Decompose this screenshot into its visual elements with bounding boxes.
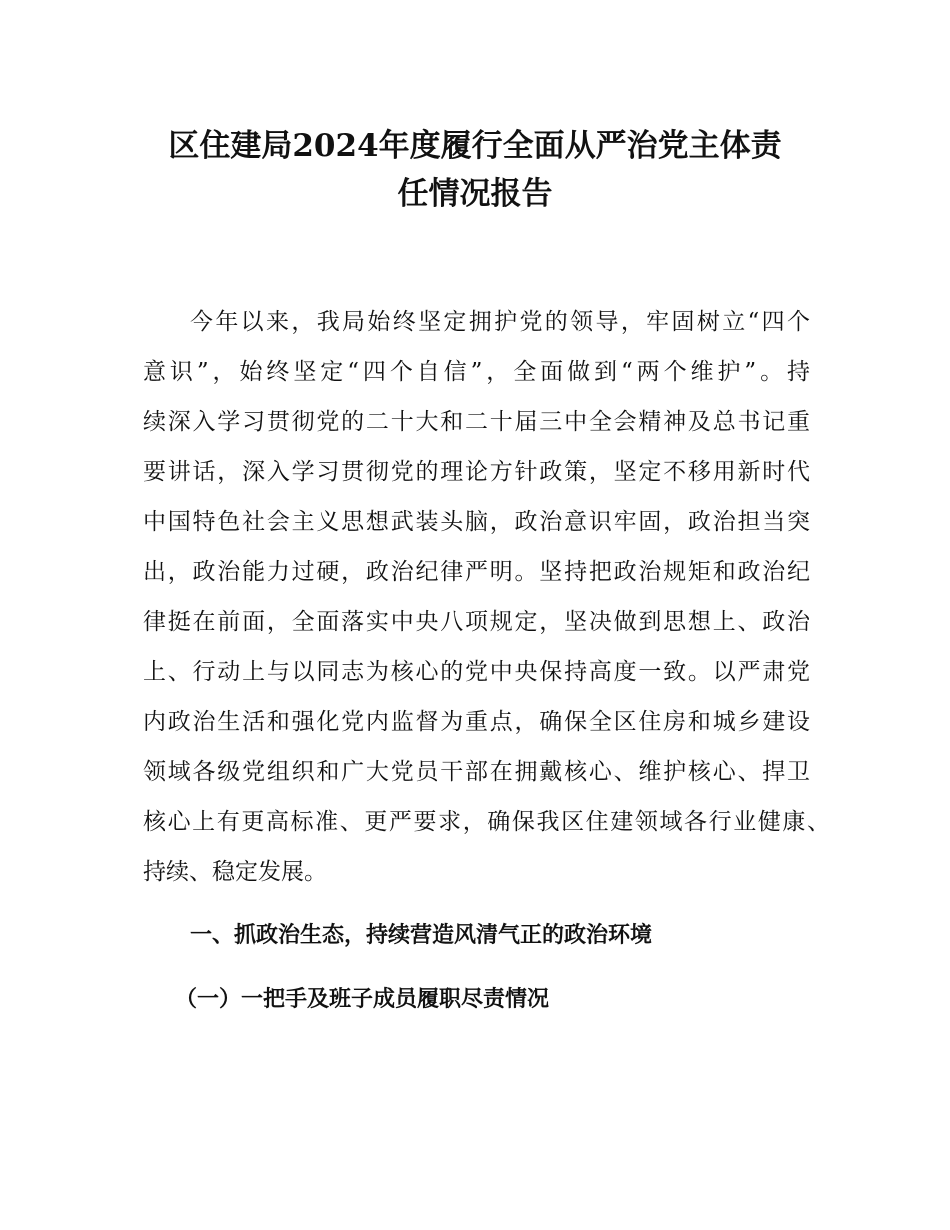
paragraph-line: 核心上有更高标准、更严要求，确保我区住建领域各行业健康、	[143, 809, 830, 835]
paragraph-line: 律挺在前面，全面落实中央八项规定，坚决做到思想上、政治	[143, 609, 810, 635]
paragraph-line: 中国特色社会主义思想武装头脑，政治意识牢固，政治担当突	[143, 509, 810, 535]
paragraph-line: 持续、稳定发展。	[143, 859, 327, 885]
paragraph-line: 意识”，始终坚定“四个自信”，全面做到“两个维护”。持	[143, 359, 810, 385]
section-heading-2: （一）一把手及班子成员履职尽责情况	[175, 987, 550, 1012]
paragraph-line: 出，政治能力过硬，政治纪律严明。坚持把政治规矩和政治纪	[143, 559, 810, 585]
paragraph-line: 领域各级党组织和广大党员干部在拥戴核心、维护核心、捍卫	[143, 759, 810, 785]
paragraph-line: 要讲话，深入学习贯彻党的理论方针政策，坚定不移用新时代	[143, 459, 810, 485]
section-heading-1: 一、抓政治生态，持续营造风清气正的政治环境	[190, 923, 653, 948]
paragraph-line: 内政治生活和强化党内监督为重点，确保全区住房和城乡建设	[143, 709, 810, 735]
paragraph-line: 续深入学习贯彻党的二十大和二十届三中全会精神及总书记重	[143, 409, 810, 435]
paragraph-line: 今年以来，我局始终坚定拥护党的领导，牢固树立“四个	[190, 309, 810, 335]
document-title-line-2: 任情况报告	[397, 176, 553, 212]
document-title-line-1: 区住建局2024年度履行全面从严治党主体责	[168, 128, 782, 164]
paragraph-line: 上、行动上与以同志为核心的党中央保持高度一致。以严肃党	[143, 659, 810, 685]
